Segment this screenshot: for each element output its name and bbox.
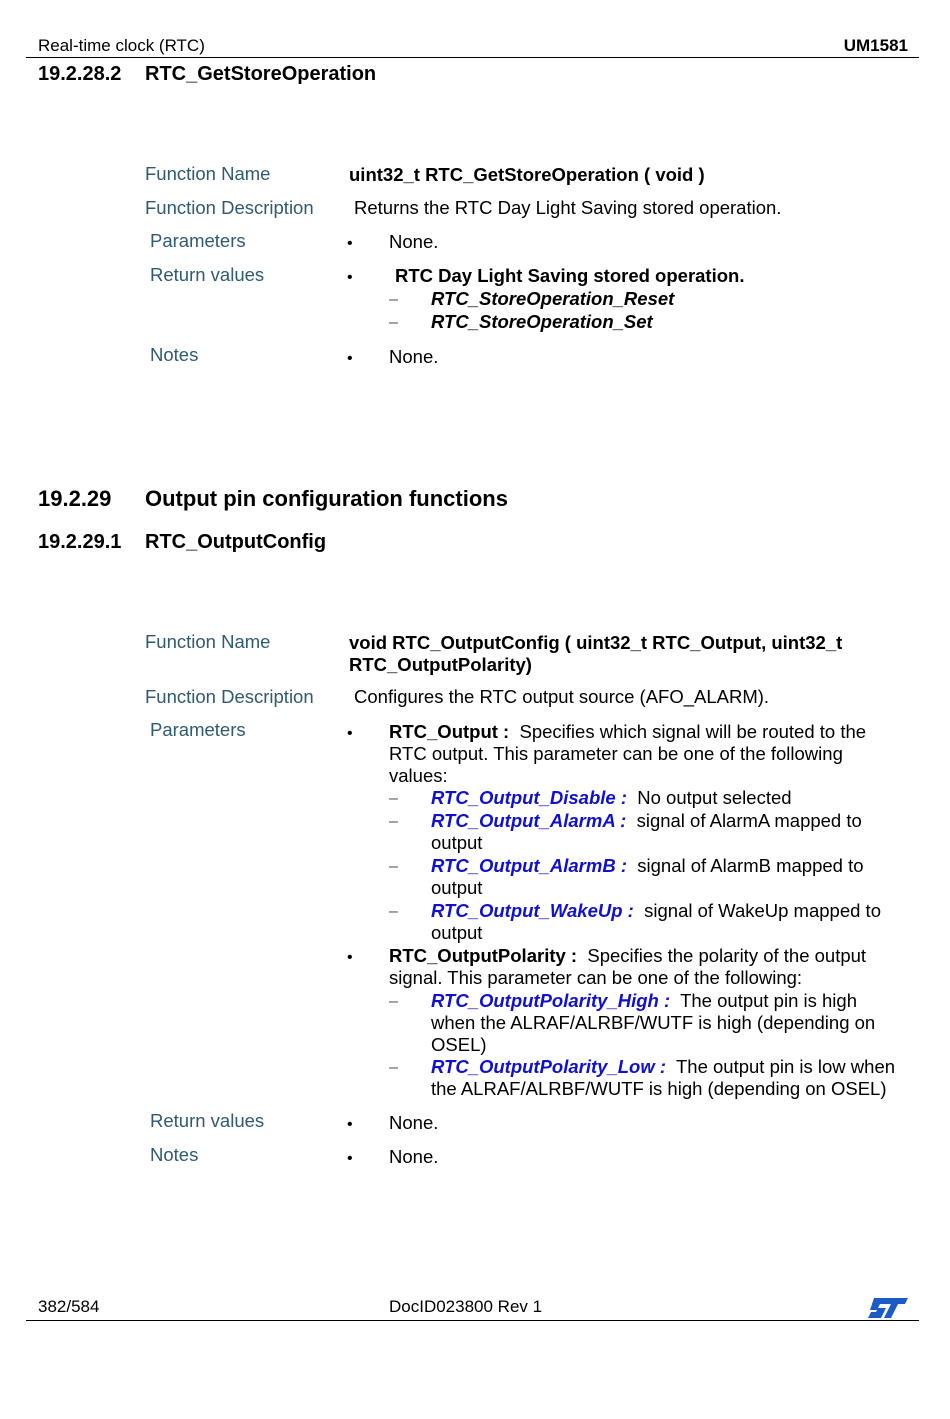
parameters-label: Parameters [150,230,246,251]
option-name: RTC_Output_AlarmA : [431,810,627,831]
option-name: RTC_OutputPolarity_Low : [431,1056,667,1077]
section-title: RTC_GetStoreOperation [145,63,377,85]
option-item [431,787,792,810]
notes-label: Notes [150,1144,199,1165]
option-item [431,855,864,878]
section-number: 19.2.29 [38,486,112,511]
option-description-cont: output [431,832,483,853]
bullet: • [347,235,353,252]
document-id: DocID023800 Rev 1 [389,1297,543,1316]
bullet: • [347,725,353,742]
option-description: signal of WakeUp mapped to [644,900,881,921]
section-title: RTC_OutputConfig [145,531,327,553]
parameters-value: None. [389,231,439,252]
return-value: RTC Day Light Saving stored operation. [395,265,745,286]
dash: – [389,291,398,308]
param-description-cont: RTC output. This parameter can be one of the following [389,743,843,764]
option-description: signal of AlarmA mapped to [636,810,862,831]
dash: – [389,314,398,331]
notes-value: None. [389,1146,439,1167]
dash: – [389,903,398,920]
option-description: signal of AlarmB mapped to [637,855,864,876]
dash: – [389,813,398,830]
bullet: • [347,350,353,367]
option-description-cont: output [431,922,483,943]
option-item [431,900,881,923]
param-description: Specifies which signal will be routed to the [519,721,867,742]
function-description-label: Function Description [145,197,314,218]
function-name-value: void RTC_OutputConfig ( uint32_t RTC_Output, uint32_t [349,632,843,653]
dash: – [389,993,398,1010]
param-description: Specifies the polarity of the output [587,945,867,966]
param-name: RTC_OutputPolarity : [389,945,578,966]
page-number: 382/584 [38,1297,100,1316]
function-name-value: uint32_t RTC_GetStoreOperation ( void ) [349,164,705,185]
header-rule [26,57,919,58]
option-description: No output selected [637,787,792,808]
bullet: • [347,1116,353,1133]
option-description: The output pin is low when [675,1056,896,1077]
return-option: RTC_StoreOperation_Set [431,311,653,332]
function-name-label: Function Name [145,631,271,652]
running-header-title: Real-time clock (RTC) [38,36,205,55]
function-name-value-cont: RTC_OutputPolarity) [349,654,532,675]
section-title: Output pin configuration functions [145,486,508,511]
bullet: • [347,949,353,966]
option-name: RTC_Output_WakeUp : [431,900,634,921]
return-values-label: Return values [150,264,265,285]
option-description-cont: OSEL) [431,1034,487,1055]
dash: – [389,790,398,807]
option-item [431,810,862,833]
param-description-cont: values: [389,765,448,786]
option-name: RTC_OutputPolarity_High : [431,990,671,1011]
dash: – [389,1059,398,1076]
param-description-cont: signal. This parameter can be one of the following: [389,967,803,988]
footer-rule [26,1320,919,1321]
function-name-label: Function Name [145,163,271,184]
parameters-label: Parameters [150,719,246,740]
param-rtc-output-polarity [389,945,866,968]
notes-value: None. [389,346,439,367]
bullet: • [347,269,353,286]
param-rtc-output [389,721,866,744]
option-name: RTC_Output_AlarmB : [431,855,627,876]
document-code: UM1581 [843,36,908,55]
function-description-label: Function Description [145,686,314,707]
section-number: 19.2.28.2 [38,63,122,85]
option-item [431,1056,895,1079]
option-item [431,990,857,1013]
bullet: • [347,1150,353,1167]
param-name: RTC_Output : [389,721,510,742]
dash: – [389,858,398,875]
option-description: The output pin is high [680,990,857,1011]
section-number: 19.2.29.1 [38,531,122,553]
option-description-cont: output [431,877,483,898]
return-option: RTC_StoreOperation_Reset [431,288,675,309]
function-description-value: Returns the RTC Day Light Saving stored operation. [354,197,782,218]
option-description-cont: the ALRAF/ALRBF/WUTF is high (depending on OSEL) [431,1078,887,1099]
notes-label: Notes [150,344,199,365]
return-values-label: Return values [150,1110,265,1131]
st-logo [868,1297,908,1319]
option-description-cont: when the ALRAF/ALRBF/WUTF is high (depending on [431,1012,876,1033]
option-name: RTC_Output_Disable : [431,787,627,808]
return-value: None. [389,1112,439,1133]
function-description-value: Configures the RTC output source (AFO_ALARM). [354,686,770,707]
